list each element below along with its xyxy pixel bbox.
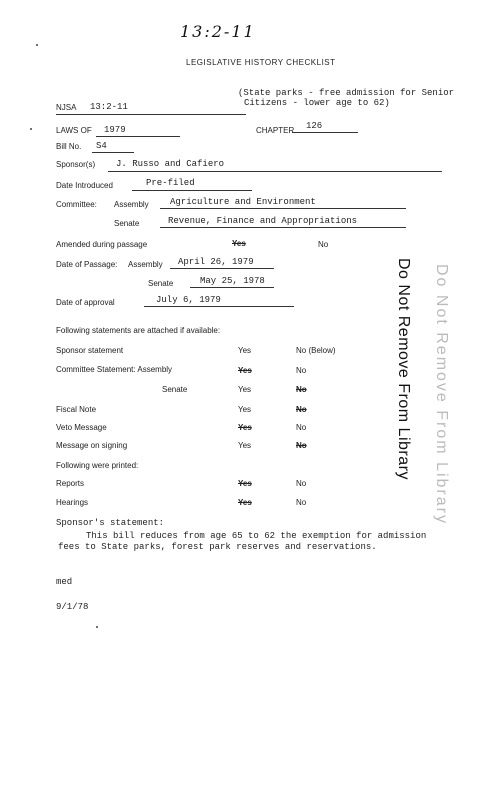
statement-label: Senate xyxy=(162,385,188,394)
following-printed-heading: Following were printed: xyxy=(56,461,139,470)
stamp-text: Do Not Remove From Library xyxy=(395,258,412,480)
bill-no-underline xyxy=(92,152,134,153)
passage-senate-label: Senate xyxy=(148,279,174,288)
handwritten-number: 13:2-11 xyxy=(180,22,256,41)
date-approval-label: Date of approval xyxy=(56,298,115,307)
stamp-ghost-text: Do Not Remove From Library xyxy=(433,264,450,525)
njsa-label: NJSA xyxy=(56,103,77,112)
statement-label: Fiscal Note xyxy=(56,405,97,414)
amended-label: Amended during passage xyxy=(56,240,148,249)
sponsor-statement-line2: fees to State parks, forest park reserves and reservations. xyxy=(58,542,377,552)
statement-yes: Yes xyxy=(238,346,252,355)
committee-assembly-value: Agriculture and Environment xyxy=(170,197,316,207)
chapter-underline xyxy=(292,132,358,133)
printed-label: Reports xyxy=(56,479,85,488)
passage-senate-value: May 25, 1978 xyxy=(200,276,265,286)
laws-of-label: LAWS OF xyxy=(56,126,92,135)
sponsors-underline xyxy=(108,171,442,172)
statement-yes: Yes xyxy=(238,405,252,414)
committee-label: Committee: xyxy=(56,200,97,209)
amended-yes: Yes xyxy=(232,239,246,248)
chapter-value: 126 xyxy=(306,121,323,131)
statement-label: Sponsor statement xyxy=(56,346,124,355)
amended-no: No xyxy=(318,240,329,249)
laws-of-value: 1979 xyxy=(104,125,126,135)
bill-no-value: S4 xyxy=(96,141,107,151)
footer-date: 9/1/78 xyxy=(56,602,89,612)
printed-no: No xyxy=(296,498,307,507)
njsa-value: 13:2-11 xyxy=(90,102,128,112)
page-title: LEGISLATIVE HISTORY CHECKLIST xyxy=(186,58,336,67)
following-attached-heading: Following statements are attached if available: xyxy=(56,326,221,335)
bill-note-line1: (State parks - free admission for Senior xyxy=(238,88,455,98)
passage-assembly-underline xyxy=(170,268,274,269)
statement-label: Committee Statement: Assembly xyxy=(56,365,173,374)
bill-no-label: Bill No. xyxy=(56,142,82,151)
committee-senate-underline xyxy=(160,227,406,228)
sponsors-value: J. Russo and Cafiero xyxy=(116,159,225,169)
date-introduced-value: Pre-filed xyxy=(146,178,195,188)
printed-label: Hearings xyxy=(56,498,89,507)
sponsors-label: Sponsor(s) xyxy=(56,160,96,169)
printed-yes: Yes xyxy=(238,498,252,507)
passage-assembly-label: Assembly xyxy=(128,260,163,269)
committee-senate-value: Revenue, Finance and Appropriations xyxy=(168,216,358,226)
date-passage-label: Date of Passage: xyxy=(56,260,118,269)
statement-yes: Yes xyxy=(238,385,252,394)
statement-no: No xyxy=(296,405,307,414)
statement-no: No xyxy=(296,423,307,432)
date-approval-underline xyxy=(144,306,294,307)
bill-note-line2: Citizens - lower age to 62) xyxy=(244,98,390,108)
statement-no: No xyxy=(296,441,307,450)
statement-no: No xyxy=(296,385,307,394)
printed-no: No xyxy=(296,479,307,488)
statement-yes: Yes xyxy=(238,366,252,375)
statement-label: Message on signing xyxy=(56,441,128,450)
date-approval-value: July 6, 1979 xyxy=(156,295,221,305)
sponsor-statement-line1: This bill reduces from age 65 to 62 the exemption for admission xyxy=(86,531,427,541)
passage-assembly-value: April 26, 1979 xyxy=(178,257,254,267)
sponsor-statement-heading: Sponsor's statement: xyxy=(56,518,165,528)
passage-senate-underline xyxy=(190,287,274,288)
laws-of-underline xyxy=(96,136,180,137)
stray-mark xyxy=(96,626,98,628)
initials: med xyxy=(56,577,73,587)
chapter-label: CHAPTER xyxy=(256,126,295,135)
statement-yes: Yes xyxy=(238,441,252,450)
committee-assembly-label: Assembly xyxy=(114,200,149,209)
statement-no: No xyxy=(296,366,307,375)
date-introduced-label: Date Introduced xyxy=(56,181,113,190)
committee-assembly-underline xyxy=(160,208,406,209)
statement-label: Veto Message xyxy=(56,423,107,432)
statement-yes: Yes xyxy=(238,423,252,432)
library-stamp xyxy=(382,258,450,525)
committee-senate-label: Senate xyxy=(114,219,140,228)
njsa-underline xyxy=(56,114,246,115)
stray-mark xyxy=(30,128,32,130)
stray-mark xyxy=(36,44,38,46)
date-introduced-underline xyxy=(132,190,252,191)
printed-yes: Yes xyxy=(238,479,252,488)
statement-no: No (Below) xyxy=(296,346,336,355)
